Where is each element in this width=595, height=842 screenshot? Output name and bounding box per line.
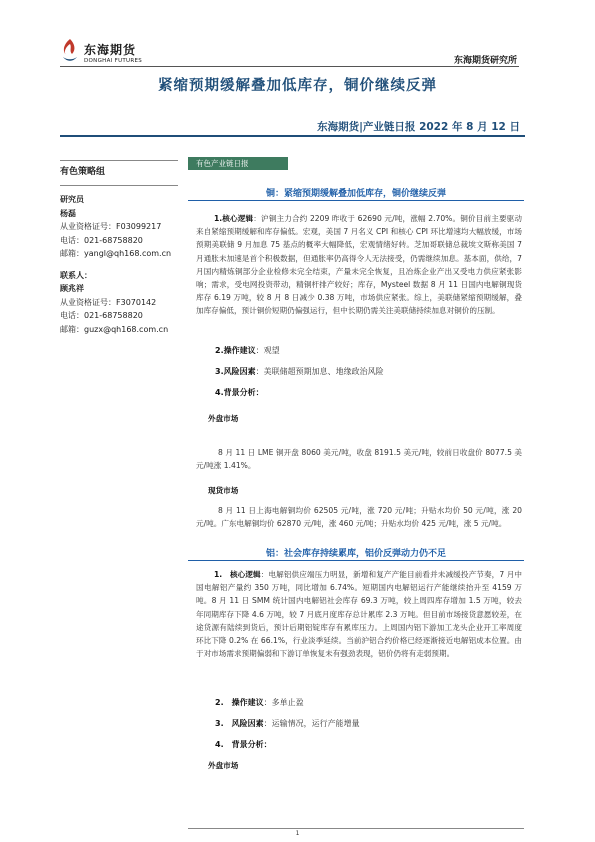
copper-risk <box>215 366 384 377</box>
copper-core-text: ：沪铜主力合约 2209 昨收于 62690 元/吨，涨幅 2.70%。铜价目前主要驱动来自紧缩预期缓解和库存偏低。宏观，美国 7 月名义 CPI 和核心 CPI 环比增速均大幅放缓，市场预期美联储 9 月加息 75 基点的概率大幅降低，宏观情绪好转。芝加哥联储总裁埃文斯称美国 7 月通胀未加速是首个积极数据，但通胀率仍高得令人无法接受，仍需继续加息。基本面，供给，7 月国内精炼铜部分企业检修未完全结束，产量未完全恢复，且冶炼企业产出又受电力供应紧张影响；需求，受电网投资带动，精铜杆排产较好；库存，Mysteel 数据 8 月 11 日国内电解铜现货库存 6.19 万吨，较 8 月 8 日减少 0.38 万吨，市场供应紧张。综上，美联储紧缩预期缓解，叠加库存偏低，预计铜价短期仍偏强运行，但中长期仍需关注美联储持续加息对铜价的压制。 <box>196 214 523 316</box>
sidebar-divider <box>60 185 178 186</box>
copper-op-text: ：观望 <box>255 346 280 355</box>
copper-core-logic <box>196 212 522 318</box>
aluminum-op-text: ：多单止盈 <box>263 698 304 707</box>
page-title: 紧缩预期缓解叠加低库存，铜价继续反弹 <box>158 78 437 94</box>
contact-label: 联系人： <box>60 270 92 280</box>
copper-op-label: 2.操作建议 <box>215 346 256 355</box>
sidebar-divider-top <box>60 160 178 161</box>
aluminum-background <box>215 739 272 750</box>
aluminum-core-label: 1. 核心逻辑 <box>214 570 261 579</box>
copper-operation <box>215 345 280 356</box>
copper-bg-label: 4.背景分析： <box>215 388 264 397</box>
header-divider <box>60 66 519 67</box>
contact-email: 邮箱：guzx@qh168.com.cn <box>60 324 169 334</box>
aluminum-title-underline <box>188 560 524 561</box>
copper-background <box>215 387 264 398</box>
aluminum-section-title: 铝：社会库存持续累库，铝价反弹动力仍不足 <box>265 549 446 559</box>
page-number: 1 <box>295 830 300 837</box>
researcher-name: 杨磊 <box>60 208 76 218</box>
researcher-cert: 从业资格证号：F03099217 <box>60 222 162 231</box>
copper-section-title: 铜：紧缩预期缓解叠加低库存，铜价继续反弹 <box>265 189 446 199</box>
copper-ext-market-label: 外盘市场 <box>208 414 239 423</box>
aluminum-core-text: ：电解铝供应端压力明显，新增和复产产能目前看并未减缓投产节奏，7 月中国电解铝产量约 350 万吨，同比增加 6.74%。短期国内电解铝运行产能继续抬升至 4159 万吨。8 月 11 日 SMM 统计国内电解铝社会库存 69.3 万吨，较上周四库存增加 1.5 万吨，较去年同期库存下降 4.6 万吨，较 7 月底月度库存总计累库 2.3 万吨。但目前市场接货意愿较差，在途货源有陆续到货后，预计后期铝锭库存有累库压力。上周国内铝下游加工龙头企业开工率周度环比下降 0.2% 在 66.1%，行业淡季延续。当前沪铝合约价格已经逐渐接近电解铝成本位置。由于对市场需求预期偏弱和下游订单恢复未有强劲表现，铝价仍将有走弱预期。 <box>196 570 522 659</box>
aluminum-operation <box>215 697 304 708</box>
copper-spot-market-label: 现货市场 <box>208 486 239 495</box>
researcher-phone: 电话：021-68758820 <box>60 235 143 245</box>
copper-ext-market-text: 8 月 11 日 LME 铜开盘 8060 美元/吨，收盘 8191.5 美元/吨，较前日收盘价 8077.5 美元/吨涨 1.41%。 <box>196 448 522 471</box>
team-name: 有色策略组 <box>60 167 106 177</box>
sidebar-researcher <box>60 193 180 336</box>
copper-spot-market-text: 8 月 11 日上海电解铜均价 62505 元/吨，涨 720 元/吨；升贴水均价 50 元/吨，涨 20 元/吨。广东电解铜均价 62870 元/吨，涨 460 元/吨；升贴水均价 425 元/吨，涨 5 元/吨。 <box>196 506 522 529</box>
sidebar-team <box>60 166 180 180</box>
aluminum-bg-label: 4. 背景分析： <box>215 740 272 749</box>
copper-risk-text: ：美联储超预期加息、地缘政治风险 <box>255 367 384 376</box>
logo-text-cn: 东海期货 <box>84 43 137 57</box>
copper-title-underline <box>188 200 524 201</box>
aluminum-op-label: 2. 操作建议 <box>215 698 264 707</box>
footer-divider <box>188 828 524 829</box>
contact-phone: 电话：021-68758820 <box>60 311 143 320</box>
contact-cert: 从业资格证号：F3070142 <box>60 297 157 307</box>
contact-name: 顾兆祥 <box>60 284 84 293</box>
copper-risk-label: 3.风险因素 <box>215 367 256 376</box>
aluminum-risk-text: ：运输情况，运行产能增量 <box>263 719 360 728</box>
section-tag: 有色产业链日报 <box>188 157 288 170</box>
copper-core-label: 1.核心逻辑 <box>214 214 254 223</box>
subtitle-underline <box>60 135 525 137</box>
donghai-logo-icon <box>60 38 80 64</box>
aluminum-risk <box>215 718 360 729</box>
aluminum-core-logic <box>196 568 522 660</box>
researcher-email: 邮箱：yangl@qh168.com.cn <box>60 249 172 258</box>
aluminum-risk-label: 3. 风险因素 <box>215 719 264 728</box>
researcher-label: 研究员 <box>60 195 84 204</box>
aluminum-ext-market-label: 外盘市场 <box>208 761 239 770</box>
institute-name: 东海期货研究所 <box>453 56 517 66</box>
report-subtitle: 东海期货|产业链日报 2022 年 8 月 12 日 <box>317 121 520 133</box>
logo-text-en: DONGHAI FUTURES <box>84 58 143 64</box>
